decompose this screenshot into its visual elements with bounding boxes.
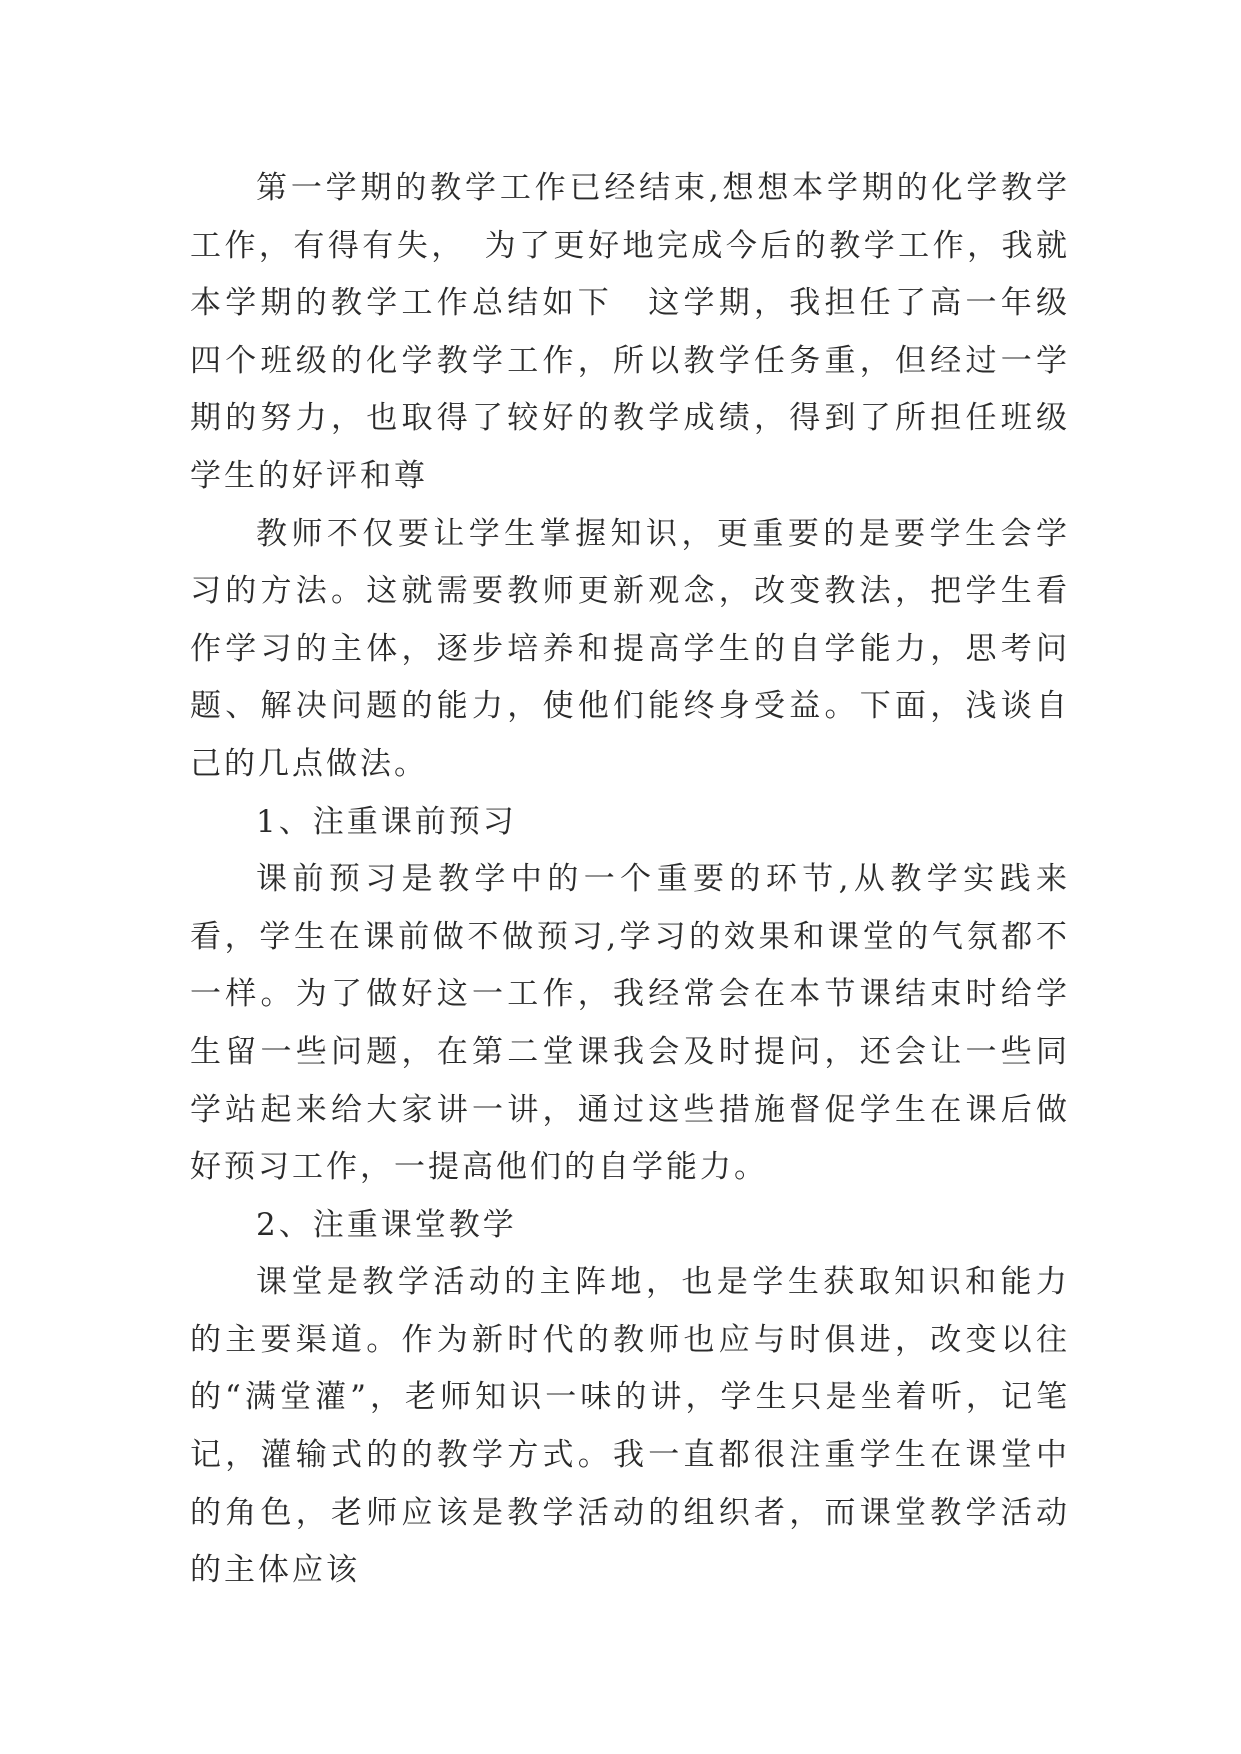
paragraph-intro: 第一学期的教学工作已经结束,想想本学期的化学教学工作，有得有失， 为了更好地完成今后的教学工作，我就本学期的教学工作总结如下 这学期，我担任了高一年级四个班级的化学教学工作，所以教学任务重，但经过一学期的努力，也取得了较好的教学成绩，得到了所担任班级学生的好评和尊	[190, 170, 1070, 494]
paragraph-classroom: 课堂是教学活动的主阵地，也是学生获取知识和能力的主要渠道。作为新时代的教师也应与时俱进，改变以往的“满堂灌”，老师知识一味的讲，学生只是坐着听，记笔记，灌输式的的教学方式。我一直都很注重学生在课堂中的角色，老师应该是教学活动的组织者，而课堂教学活动的主体应该	[190, 1264, 1070, 1589]
section-heading-preview: 1、注重课前预习	[256, 803, 517, 840]
paragraph-teaching-method: 教师不仅要让学生掌握知识，更重要的是要学生会学习的方法。这就需要教师更新观念，改变教法，把学生看作学习的主体，逐步培养和提高学生的自学能力，思考问题、解决问题的能力，使他们能终身受益。下面，浅谈自己的几点做法。	[190, 515, 1070, 782]
paragraph-preview: 课前预习是教学中的一个重要的环节,从教学实践来看，学生在课前做不做预习,学习的效果和课堂的气氛都不一样。为了做好这一工作，我经常会在本节课结束时给学生留一些问题，在第二堂课我会及时提问，还会让一些同学站起来给大家讲一讲，通过这些措施督促学生在课后做好预习工作，一提高他们的自学能力。	[190, 861, 1070, 1186]
section-heading-classroom: 2、注重课堂教学	[256, 1206, 517, 1243]
document-body	[190, 160, 1070, 1600]
